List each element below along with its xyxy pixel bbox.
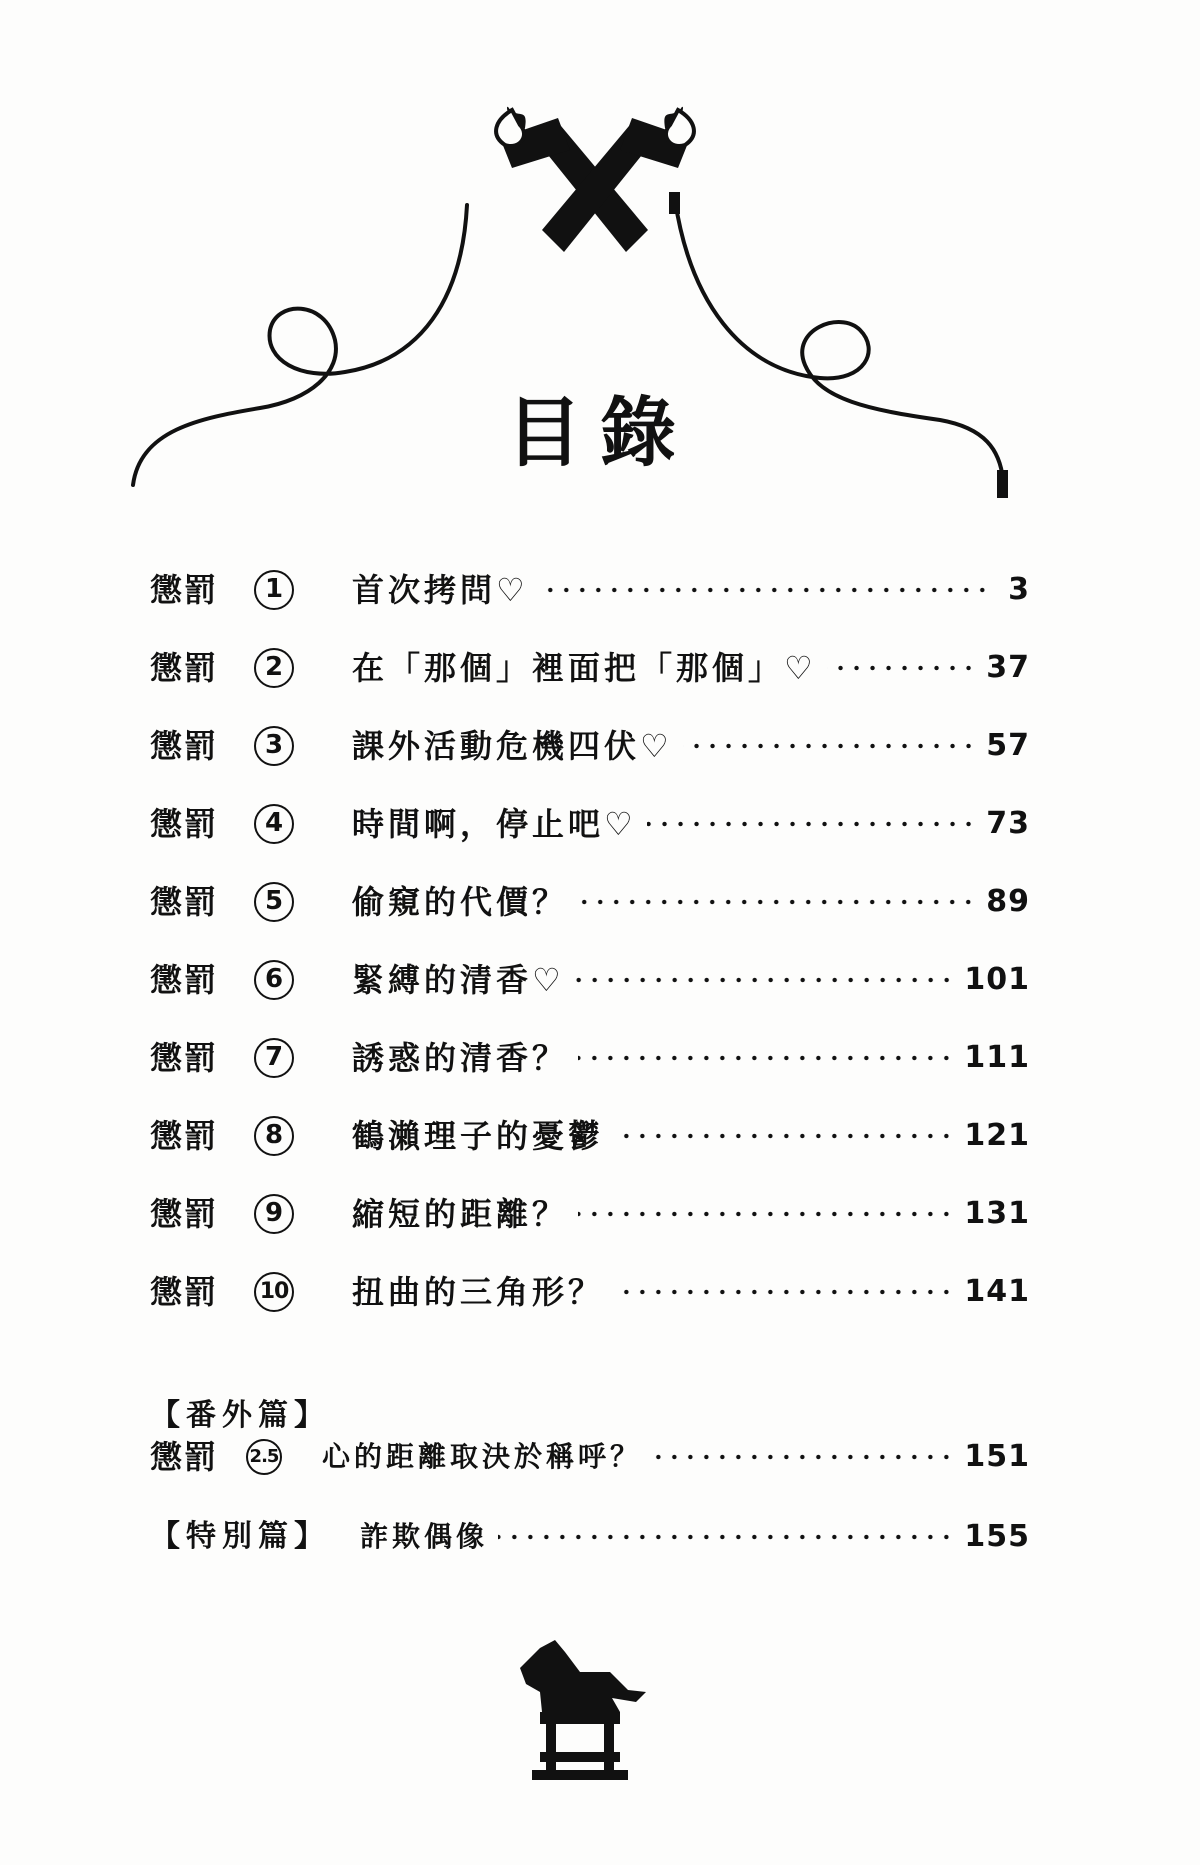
chapter-prefix: 懲罰 <box>150 727 219 765</box>
dot-leader <box>647 821 977 827</box>
dot-leader <box>614 1133 954 1139</box>
dot-leader <box>575 977 955 983</box>
list-item[interactable] <box>150 1033 1030 1083</box>
special-entry[interactable] <box>150 1512 1030 1562</box>
wooden-horse-icon <box>520 1640 646 1780</box>
bonus-entry[interactable] <box>150 1432 1030 1482</box>
dot-leader <box>683 743 977 749</box>
list-item[interactable] <box>150 721 1030 771</box>
chapter-prefix: 懲罰 <box>150 649 219 687</box>
dot-leader <box>539 587 990 593</box>
chapter-title: 在「那個」裡面把「那個」♡ <box>352 649 817 687</box>
chapter-title: 緊縛的清香♡ <box>352 961 565 999</box>
page-number: 131 <box>964 1196 1030 1231</box>
page-number: 111 <box>964 1040 1030 1075</box>
chapter-title: 詐欺偶像 <box>360 1520 489 1553</box>
list-item[interactable] <box>150 565 1030 615</box>
chapter-title: 鶴瀨理子的憂鬱 <box>352 1117 605 1155</box>
dot-leader <box>614 1289 954 1295</box>
chapter-prefix: 懲罰 <box>150 883 219 921</box>
page-number: 89 <box>986 884 1030 919</box>
list-item[interactable] <box>150 799 1030 849</box>
chapter-number: 9 <box>254 1194 294 1234</box>
chapter-number: 2 <box>254 648 294 688</box>
dot-leader <box>578 899 976 905</box>
list-item[interactable] <box>150 877 1030 927</box>
list-item[interactable] <box>150 643 1030 693</box>
chapter-number: 7 <box>254 1038 294 1078</box>
page-title: 目錄 <box>506 388 694 477</box>
chapter-prefix: 懲罰 <box>150 571 219 609</box>
chapter-prefix: 懲罰 <box>150 805 219 843</box>
chapter-number: 4 <box>254 804 294 844</box>
chapter-number: 3 <box>254 726 294 766</box>
list-item[interactable] <box>150 1189 1030 1239</box>
chapter-prefix: 懲罰 <box>150 1195 219 1233</box>
list-item[interactable] <box>150 1111 1030 1161</box>
chapter-title: 時間啊，停止吧♡ <box>352 805 637 843</box>
dot-leader <box>578 1055 954 1061</box>
dot-leader <box>652 1454 954 1460</box>
chapter-number: 6 <box>254 960 294 1000</box>
crossed-candles-icon <box>496 107 694 252</box>
dot-leader <box>578 1211 954 1217</box>
chapter-prefix: 懲罰 <box>150 1273 219 1311</box>
chapter-title: 首次拷問♡ <box>352 571 529 609</box>
page-number: 73 <box>986 806 1030 841</box>
chapter-number: 5 <box>254 882 294 922</box>
dot-leader <box>827 665 977 671</box>
chapter-number: 1 <box>254 570 294 610</box>
list-item[interactable] <box>150 1267 1030 1317</box>
chapter-number: 10 <box>254 1272 294 1312</box>
bonus-section-label: 【番外篇】 <box>150 1398 330 1433</box>
page-number: 141 <box>964 1274 1030 1309</box>
chapter-number: 8 <box>254 1116 294 1156</box>
special-section-label: 【特別篇】 <box>150 1519 330 1554</box>
chapter-prefix: 懲罰 <box>150 1438 219 1476</box>
chapter-prefix: 懲罰 <box>150 961 219 999</box>
page-number: 151 <box>964 1439 1030 1474</box>
chapter-number: 2.5 <box>246 1439 282 1475</box>
chapter-prefix: 懲罰 <box>150 1117 219 1155</box>
chapter-title: 誘惑的清香？ <box>352 1039 569 1077</box>
list-item[interactable] <box>150 955 1030 1005</box>
chapter-title: 扭曲的三角形？ <box>352 1273 605 1311</box>
chapter-title: 偷窺的代價？ <box>352 883 569 921</box>
chapter-prefix: 懲罰 <box>150 1039 219 1077</box>
page-number: 37 <box>986 650 1030 685</box>
chapter-title: 縮短的距離？ <box>352 1195 569 1233</box>
chapter-title: 心的距離取決於稱呼？ <box>322 1440 643 1473</box>
page-number: 155 <box>964 1519 1030 1554</box>
page-number: 57 <box>986 728 1030 763</box>
dot-leader <box>498 1534 954 1540</box>
chapter-title: 課外活動危機四伏♡ <box>352 727 673 765</box>
page-number: 3 <box>1008 572 1030 607</box>
page-number: 121 <box>964 1118 1030 1153</box>
page-number: 101 <box>964 962 1030 997</box>
